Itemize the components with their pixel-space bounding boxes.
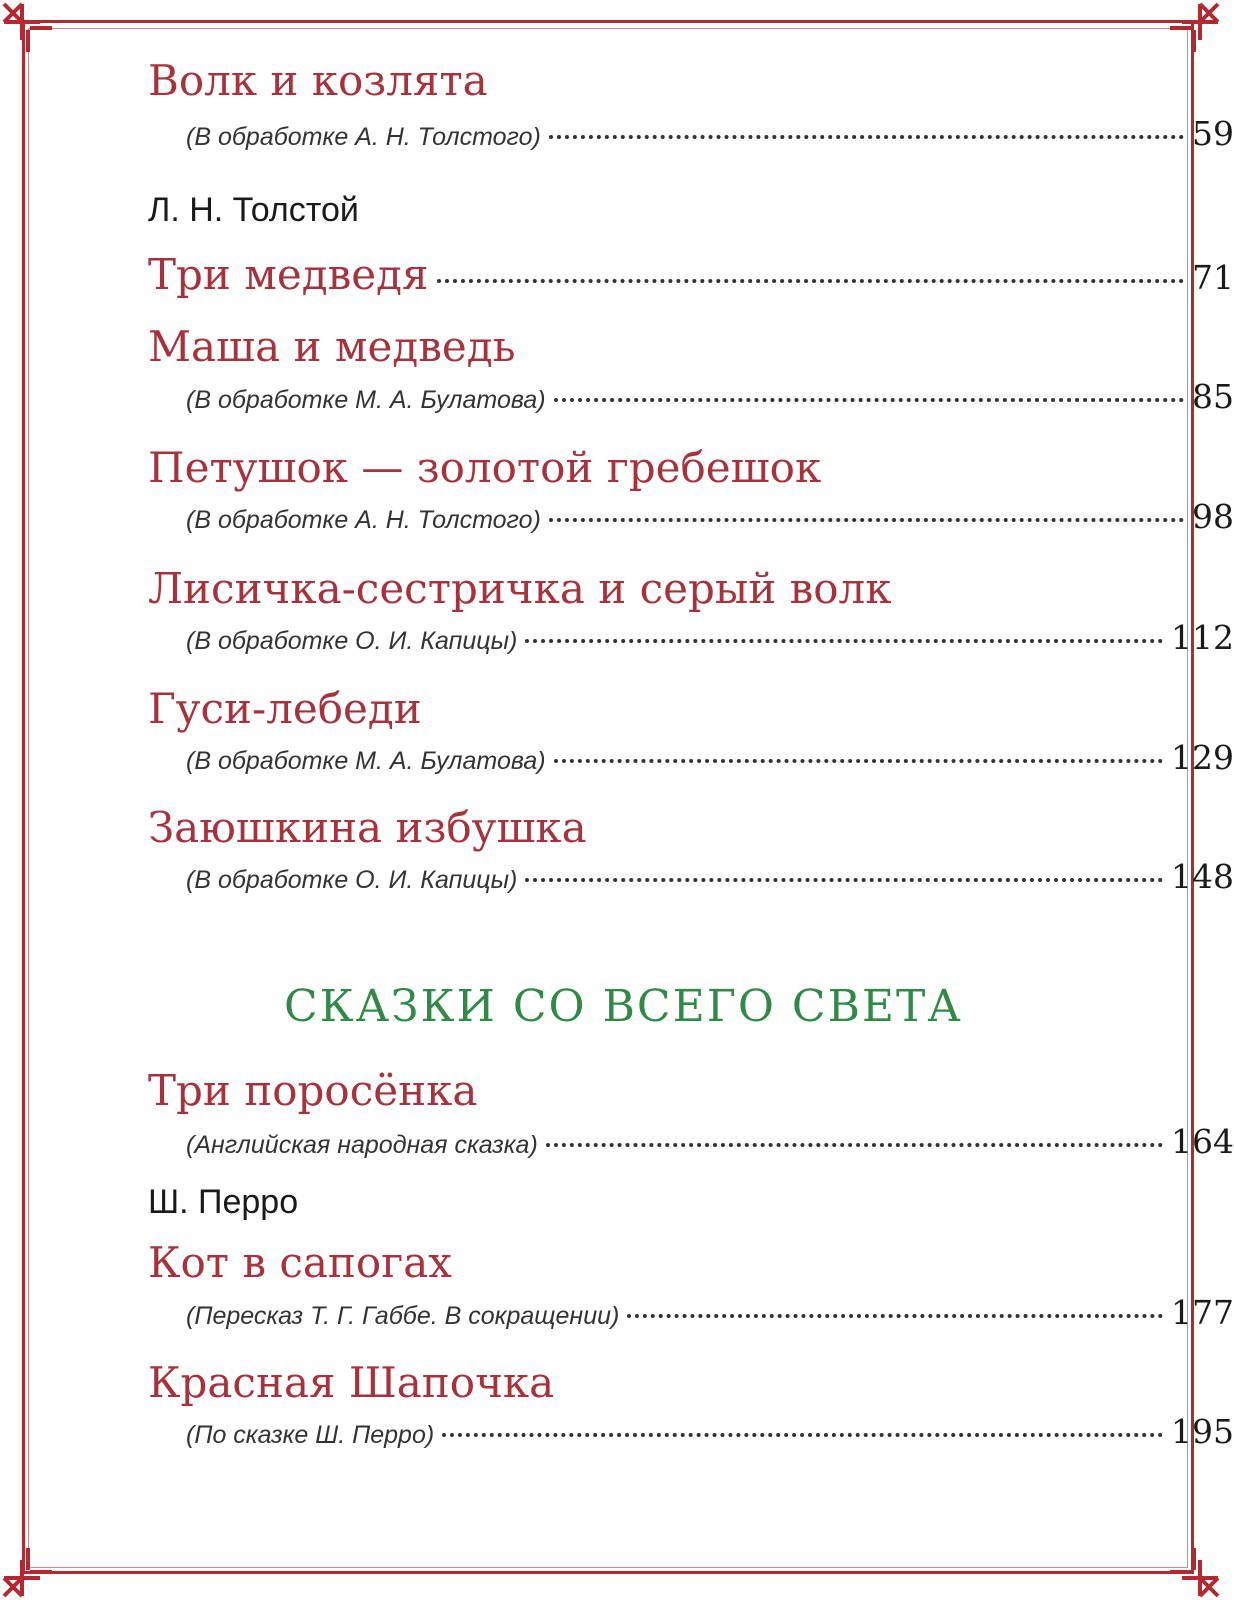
toc-line: [186, 497, 1234, 537]
story-title[interactable]: Гуси-лебеди: [148, 684, 422, 733]
leader-dots: [554, 398, 1184, 402]
leader-dots: [442, 1433, 1163, 1437]
story-subtitle: (В обработке М. А. Булатова): [186, 747, 546, 775]
leader-dots: [437, 279, 1185, 283]
story-title[interactable]: Три поросёнка: [148, 1066, 478, 1115]
story-subtitle: (Пересказ Т. Г. Габбе. В сокращении): [186, 1302, 620, 1330]
author-name: Ш. Перро: [148, 1183, 299, 1221]
toc-line: [186, 618, 1234, 658]
leader-dots: [627, 1314, 1163, 1318]
toc-line: [186, 377, 1234, 417]
page-number: 164: [1171, 1122, 1234, 1161]
toc-line: [186, 114, 1234, 154]
page-number: 85: [1192, 377, 1234, 416]
section-heading: СКАЗКИ СО ВСЕГО СВЕТА: [284, 981, 963, 1032]
leader-dots: [549, 518, 1184, 522]
leader-dots: [525, 639, 1163, 643]
corner-ornament-icon: [0, 1544, 56, 1600]
story-title[interactable]: Лисичка-сестричка и серый волк: [148, 564, 892, 613]
story-title[interactable]: Заюшкина избушка: [148, 803, 587, 852]
story-subtitle: (В обработке О. И. Капицы): [186, 866, 518, 894]
corner-ornament-icon: [1166, 0, 1222, 56]
page-number: 129: [1171, 738, 1234, 777]
toc-line: [186, 857, 1234, 897]
leader-dots: [525, 878, 1163, 882]
story-title[interactable]: Маша и медведь: [148, 322, 516, 371]
page-number: 59: [1192, 114, 1234, 153]
story-subtitle: (По сказке Ш. Перро): [186, 1421, 435, 1449]
toc-line: [186, 1412, 1234, 1452]
page-number: 195: [1171, 1412, 1234, 1451]
leader-dots: [546, 1143, 1163, 1147]
story-title[interactable]: Красная Шапочка: [148, 1358, 555, 1407]
page-number: 148: [1171, 857, 1234, 896]
leader-dots: [549, 135, 1184, 139]
toc-line: [186, 1293, 1234, 1333]
page-number: 98: [1192, 497, 1234, 536]
toc-line: [186, 1122, 1234, 1162]
story-subtitle: (В обработке А. Н. Толстого): [186, 123, 541, 151]
author-name: Л. Н. Толстой: [148, 191, 359, 229]
corner-ornament-icon: [1166, 1544, 1222, 1600]
page-number: 112: [1171, 618, 1234, 657]
story-subtitle: (В обработке А. Н. Толстого): [186, 506, 541, 534]
leader-dots: [554, 759, 1163, 763]
story-title[interactable]: Кот в сапогах: [148, 1238, 452, 1287]
page-number: 177: [1171, 1293, 1234, 1332]
story-title[interactable]: Волк и козлята: [148, 56, 488, 105]
corner-ornament-icon: [0, 0, 56, 56]
toc-line: [186, 738, 1234, 778]
story-title[interactable]: Три медведя: [148, 250, 429, 299]
page-number: 71: [1192, 258, 1234, 297]
story-subtitle: (В обработке О. И. Капицы): [186, 627, 518, 655]
story-subtitle: (В обработке М. А. Булатова): [186, 386, 546, 414]
story-title[interactable]: Петушок — золотой гребешок: [148, 443, 822, 492]
toc-line: [148, 250, 1234, 300]
story-subtitle: (Английская народная сказка): [186, 1131, 538, 1159]
